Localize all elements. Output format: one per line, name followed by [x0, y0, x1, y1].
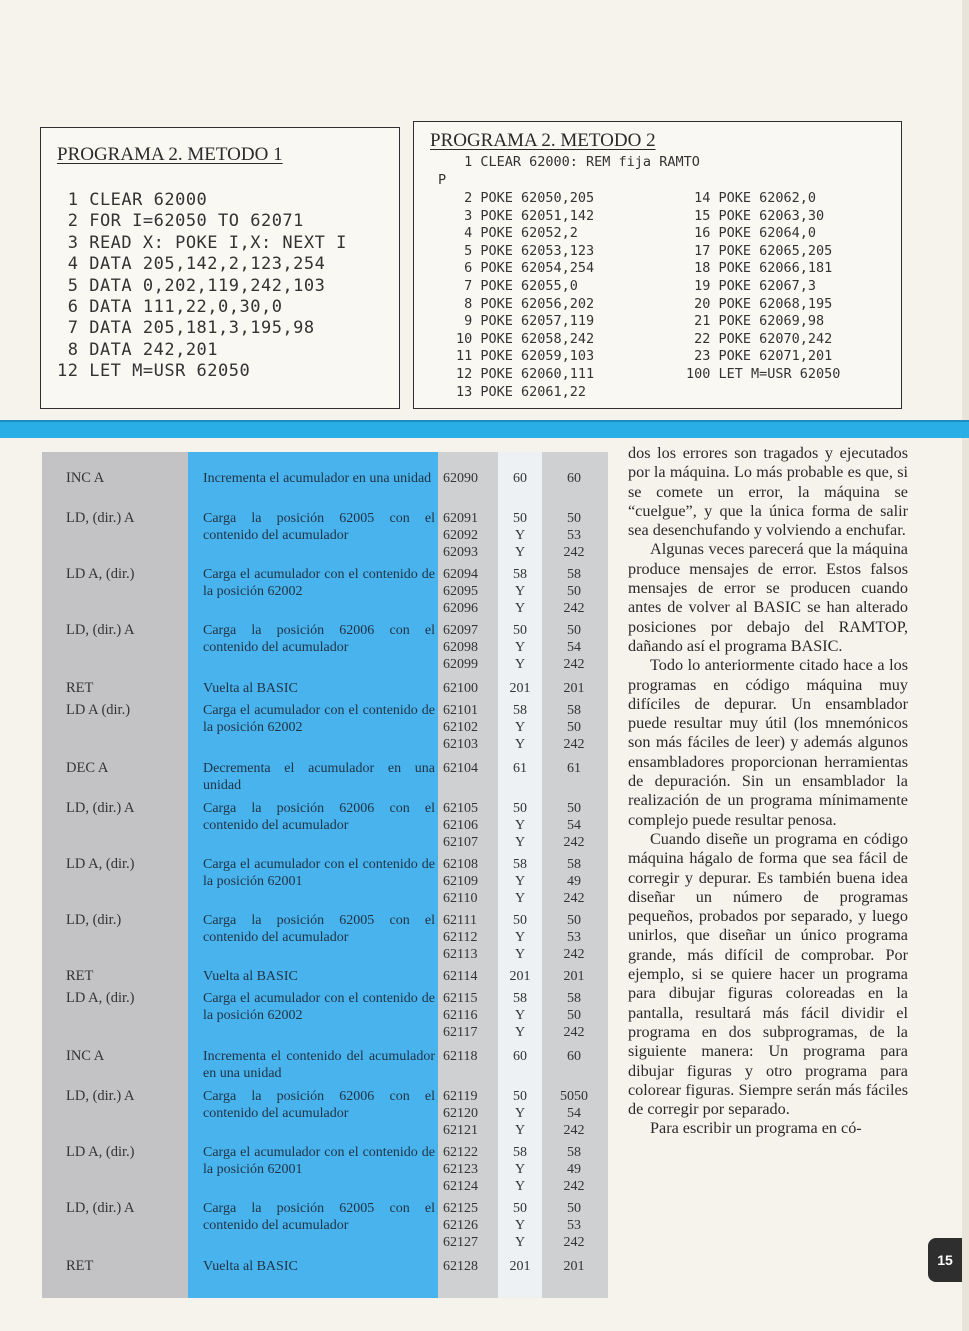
decimal-code: 53 [567, 1218, 581, 1233]
mnemonic: LD A, (dir.) [66, 990, 135, 1006]
code-line: 20 POKE 62068,195 [686, 295, 833, 312]
mnemonic: INC A [66, 1048, 105, 1064]
address: 62108 [443, 857, 478, 872]
address: 62111 [443, 913, 477, 928]
code-line: 3 READ X: POKE I,X: NEXT I [57, 232, 347, 253]
metodo2-title: PROGRAMA 2. METODO 2 [430, 130, 656, 151]
address: 62110 [443, 891, 478, 906]
hex-code: 61 [513, 761, 527, 776]
address: 62098 [443, 640, 478, 655]
hex-code: Y [514, 1218, 526, 1233]
code-line: 4 POKE 62052,2 [456, 225, 578, 242]
address: 62112 [443, 930, 478, 945]
decimal-code: 242 [563, 1123, 585, 1138]
hex-code: 201 [509, 1259, 531, 1274]
code-line: 1 CLEAR 62000 [57, 190, 208, 210]
code-line: 12 POKE 62060,111 [456, 366, 595, 382]
code-line: 4 DATA 205,142,2,123,254 [57, 254, 326, 275]
hex-code: 58 [513, 567, 527, 582]
code-line: 8 POKE 62056,202 [456, 295, 595, 312]
mnemonic: LD, (dir.) A [66, 1088, 135, 1104]
code-line: 2 POKE 62050,205 [456, 190, 595, 206]
address: 62093 [443, 545, 478, 560]
code-line: 10 POKE 62058,242 [456, 330, 595, 347]
address: 62107 [443, 835, 478, 850]
code-line: 14 POKE 62062,0 [686, 190, 817, 206]
code-line: 13 POKE 62061,22 [456, 383, 587, 400]
address: 62113 [443, 947, 478, 962]
decimal-code: 50 [567, 584, 581, 599]
description: Carga el acumulador con el contenido de la posición 62002 [203, 567, 435, 599]
decimal-code: 242 [563, 891, 585, 906]
hex-code: 58 [513, 857, 527, 872]
address: 62092 [443, 528, 478, 543]
hex-code: Y [514, 657, 526, 672]
hex-code: Y [514, 1162, 526, 1177]
hex-code: Y [514, 737, 526, 752]
mnemonic: LD, (dir.) [66, 912, 122, 928]
decimal-code: 53 [567, 930, 581, 945]
description: Carga el acumulador con el contenido de la posición 62002 [203, 991, 435, 1023]
description: Incrementa el contenido del acumulador en una unidad [203, 1049, 435, 1081]
description: Carga la posición 62006 con el contenido del acumulador [203, 623, 435, 655]
description: Carga la posición 62005 con el contenido del acumulador [203, 913, 435, 945]
code-line: 23 POKE 62071,201 [686, 348, 833, 365]
decimal-code: 50 [567, 1008, 581, 1023]
metodo2-line1-wrap: P [438, 172, 447, 188]
code-line: 18 POKE 62066,181 [686, 260, 833, 277]
decimal-code: 58 [567, 857, 581, 872]
address: 62117 [443, 1025, 478, 1040]
hex-code: Y [514, 874, 526, 889]
decimal-code: 242 [563, 1025, 585, 1040]
metodo2-line1: 1 CLEAR 62000: REM fija RAMTO [456, 154, 700, 170]
mnemonic: INC A [66, 470, 105, 486]
code-line: 16 POKE 62064,0 [686, 225, 817, 242]
hex-code: Y [514, 1123, 526, 1138]
decimal-code: 50 [567, 511, 581, 526]
mnemonic: LD A (dir.) [66, 702, 131, 718]
decimal-code: 60 [567, 1049, 581, 1064]
code-line: 6 DATA 111,22,0,30,0 [57, 297, 283, 317]
hex-code: Y [514, 545, 526, 560]
description: Carga el acumulador con el contenido de la posición 62001 [203, 1145, 435, 1177]
description: Vuelta al BASIC [203, 969, 298, 984]
address: 62090 [443, 471, 478, 486]
decimal-code: 242 [563, 835, 585, 850]
decimal-code: 201 [563, 1259, 585, 1274]
address: 62121 [443, 1123, 478, 1138]
address: 62100 [443, 681, 478, 696]
decimal-code: 53 [567, 528, 581, 543]
decimal-code: 58 [567, 703, 581, 718]
page-spine [962, 0, 969, 1331]
decimal-code: 54 [567, 1106, 581, 1121]
decimal-code: 58 [567, 567, 581, 582]
address: 62124 [443, 1179, 478, 1194]
address: 62123 [443, 1162, 478, 1177]
hex-code: Y [514, 818, 526, 833]
decimal-code: 5050 [560, 1089, 588, 1104]
hex-code: 50 [513, 801, 527, 816]
address: 62102 [443, 720, 478, 735]
hex-code: 50 [513, 623, 527, 638]
address: 62114 [443, 969, 478, 984]
decimal-code: 242 [563, 1235, 585, 1250]
description: Vuelta al BASIC [203, 1259, 298, 1274]
decimal-code: 50 [567, 1201, 581, 1216]
decimal-code: 242 [563, 601, 585, 616]
metodo1-title: PROGRAMA 2. METODO 1 [57, 144, 283, 165]
description: Carga la posición 62005 con el contenido del acumulador [203, 511, 435, 543]
body-text [628, 444, 908, 1139]
code-line: 5 DATA 0,202,119,242,103 [57, 275, 326, 296]
address: 62122 [443, 1145, 478, 1160]
address: 62103 [443, 737, 478, 752]
decimal-code: 60 [567, 471, 581, 486]
hex-code: Y [514, 891, 526, 906]
description: Carga la posición 62006 con el contenido del acumulador [203, 1089, 435, 1121]
code-line: 100 LET M=USR 62050 [686, 366, 841, 382]
decimal-code: 50 [567, 801, 581, 816]
address: 62126 [443, 1218, 478, 1233]
code-line: 22 POKE 62070,242 [686, 330, 833, 347]
description: Decrementa el acumulador en una unidad [203, 761, 435, 793]
description: Carga la posición 62005 con el contenido del acumulador [203, 1201, 435, 1233]
mnemonic: RET [66, 1258, 94, 1274]
address: 62104 [443, 761, 478, 776]
hex-code: 60 [513, 471, 527, 486]
address: 62127 [443, 1235, 478, 1250]
hex-code: Y [514, 1179, 526, 1194]
hex-code: 201 [509, 969, 531, 984]
hex-code: 58 [513, 703, 527, 718]
decimal-code: 242 [563, 737, 585, 752]
address: 62094 [443, 567, 478, 582]
hex-code: 50 [513, 1089, 527, 1104]
code-line: 21 POKE 62069,98 [686, 313, 825, 330]
paragraph: Todo lo anteriormente citado hace a los programas en código máquina muy difíciles de depurar. Un ensamblador puede resultar muy útil (los mnemónicos son más fáciles de leer) y además algunos ensambladores proporcionan herramientas de depuración. Sin un ensamblador la realización de un programa mínimamente complejo puede resultar penosa. [628, 656, 908, 829]
hex-code: Y [514, 640, 526, 655]
decimal-code: 49 [567, 874, 581, 889]
address: 62119 [443, 1089, 478, 1104]
decimal-code: 50 [567, 913, 581, 928]
metodo2-box [413, 121, 902, 409]
code-line: 19 POKE 62067,3 [686, 278, 817, 294]
hex-code: 58 [513, 1145, 527, 1160]
hex-code: 50 [513, 913, 527, 928]
decimal-code: 50 [567, 623, 581, 638]
code-line: 12 LET M=USR 62050 [57, 361, 251, 382]
mnemonic: LD, (dir.) A [66, 622, 135, 638]
hex-code: 50 [513, 1201, 527, 1216]
hex-code: Y [514, 584, 526, 599]
code-line: 5 POKE 62053,123 [456, 242, 595, 259]
mnemonic: RET [66, 680, 94, 696]
mnemonic: LD A, (dir.) [66, 1144, 135, 1160]
address: 62128 [443, 1259, 478, 1274]
decimal-code: 242 [563, 947, 585, 962]
hex-code: Y [514, 1025, 526, 1040]
code-line: 15 POKE 62063,30 [686, 207, 825, 224]
divider-stripe [0, 422, 969, 438]
description: Carga la posición 62006 con el contenido del acumulador [203, 801, 435, 833]
address: 62095 [443, 584, 478, 599]
mnemonic: LD, (dir.) A [66, 510, 135, 526]
description: Incrementa el acumulador en una unidad [203, 471, 432, 486]
address: 62115 [443, 991, 478, 1006]
hex-code: Y [514, 528, 526, 543]
address: 62118 [443, 1049, 478, 1064]
decimal-code: 54 [567, 640, 581, 655]
address: 62097 [443, 623, 478, 638]
address: 62125 [443, 1201, 478, 1216]
hex-code: Y [514, 1235, 526, 1250]
decimal-code: 50 [567, 720, 581, 735]
description: Vuelta al BASIC [203, 681, 298, 696]
description: Carga el acumulador con el contenido de la posición 62002 [203, 703, 435, 735]
address: 62091 [443, 511, 478, 526]
code-line: 7 DATA 205,181,3,195,98 [57, 318, 315, 339]
mnemonic: DEC A [66, 760, 109, 776]
mnemonic: RET [66, 968, 94, 984]
code-line: 3 POKE 62051,142 [456, 207, 595, 224]
paragraph: dos los errores son tragados y ejecutados por la máquina. Lo más probable es que, si se comete un error, la máquina se “cuelgue”, y que la única forma de salir sea desenchufando y volviendo a enchufar. [628, 444, 908, 540]
address: 62116 [443, 1008, 478, 1023]
mnemonic: LD A, (dir.) [66, 856, 135, 872]
mnemonic: LD A, (dir.) [66, 566, 135, 582]
mnemonic: LD, (dir.) A [66, 800, 135, 816]
hex-code: Y [514, 835, 526, 850]
paragraph: Algunas veces parecerá que la máquina produce mensajes de error. Estos falsos mensajes de error se producen cuando antes de volver al BASIC se han alterado posiciones por debajo del RAMTOP, dañando así el programa BASIC. [628, 540, 908, 655]
hex-code: Y [514, 601, 526, 616]
hex-code: 58 [513, 991, 527, 1006]
description: Carga el acumulador con el contenido de la posición 62001 [203, 857, 435, 889]
hex-code: 60 [513, 1049, 527, 1064]
decimal-code: 242 [563, 545, 585, 560]
hex-code: Y [514, 947, 526, 962]
address: 62099 [443, 657, 478, 672]
address: 62109 [443, 874, 478, 889]
decimal-code: 58 [567, 991, 581, 1006]
decimal-code: 49 [567, 1162, 581, 1177]
address: 62120 [443, 1106, 478, 1121]
hex-code: 201 [509, 681, 531, 696]
paragraph: Para escribir un programa en có- [650, 1119, 862, 1138]
hex-code: Y [514, 930, 526, 945]
code-line: 2 FOR I=62050 TO 62071 [57, 211, 304, 232]
decimal-code: 54 [567, 818, 581, 833]
code-line: 7 POKE 62055,0 [456, 278, 578, 294]
address: 62105 [443, 801, 478, 816]
hex-code: Y [514, 1106, 526, 1121]
code-line: 8 DATA 242,201 [57, 339, 219, 360]
code-line: 17 POKE 62065,205 [686, 242, 833, 259]
decimal-code: 201 [563, 969, 585, 984]
address: 62101 [443, 703, 478, 718]
code-line: 9 POKE 62057,119 [456, 313, 595, 330]
hex-code: 50 [513, 511, 527, 526]
decimal-code: 58 [567, 1145, 581, 1160]
address: 62106 [443, 818, 478, 833]
mnemonic: LD, (dir.) A [66, 1200, 135, 1216]
decimal-code: 61 [567, 761, 581, 776]
decimal-code: 242 [563, 657, 585, 672]
hex-code: Y [514, 1008, 526, 1023]
hex-code: Y [514, 720, 526, 735]
paragraph: Cuando diseñe un programa en código máquina hágalo de forma que sea fácil de corregir y depurar. Es también buena idea diseñar un número de programas pequeños, probados por separado, y luego unirlos, que diseñar un único programa grande, más difícil de comprobar. Por ejemplo, si se quiere hacer un programa para dibujar figuras coloreadas en la pantalla, resultará más fácil dividir el programa en dos subprogramas, de la siguiente manera: Un programa para dibujar figuras y otro programa para colorear figuras. Siempre serán más fáciles de corregir por separado. [628, 829, 908, 1119]
page-number: 15 [928, 1238, 962, 1282]
code-line: 11 POKE 62059,103 [456, 348, 595, 365]
code-line: 6 POKE 62054,254 [456, 260, 595, 277]
address: 62096 [443, 601, 478, 616]
decimal-code: 242 [563, 1179, 585, 1194]
metodo1-box [40, 127, 400, 409]
decimal-code: 201 [563, 681, 585, 696]
